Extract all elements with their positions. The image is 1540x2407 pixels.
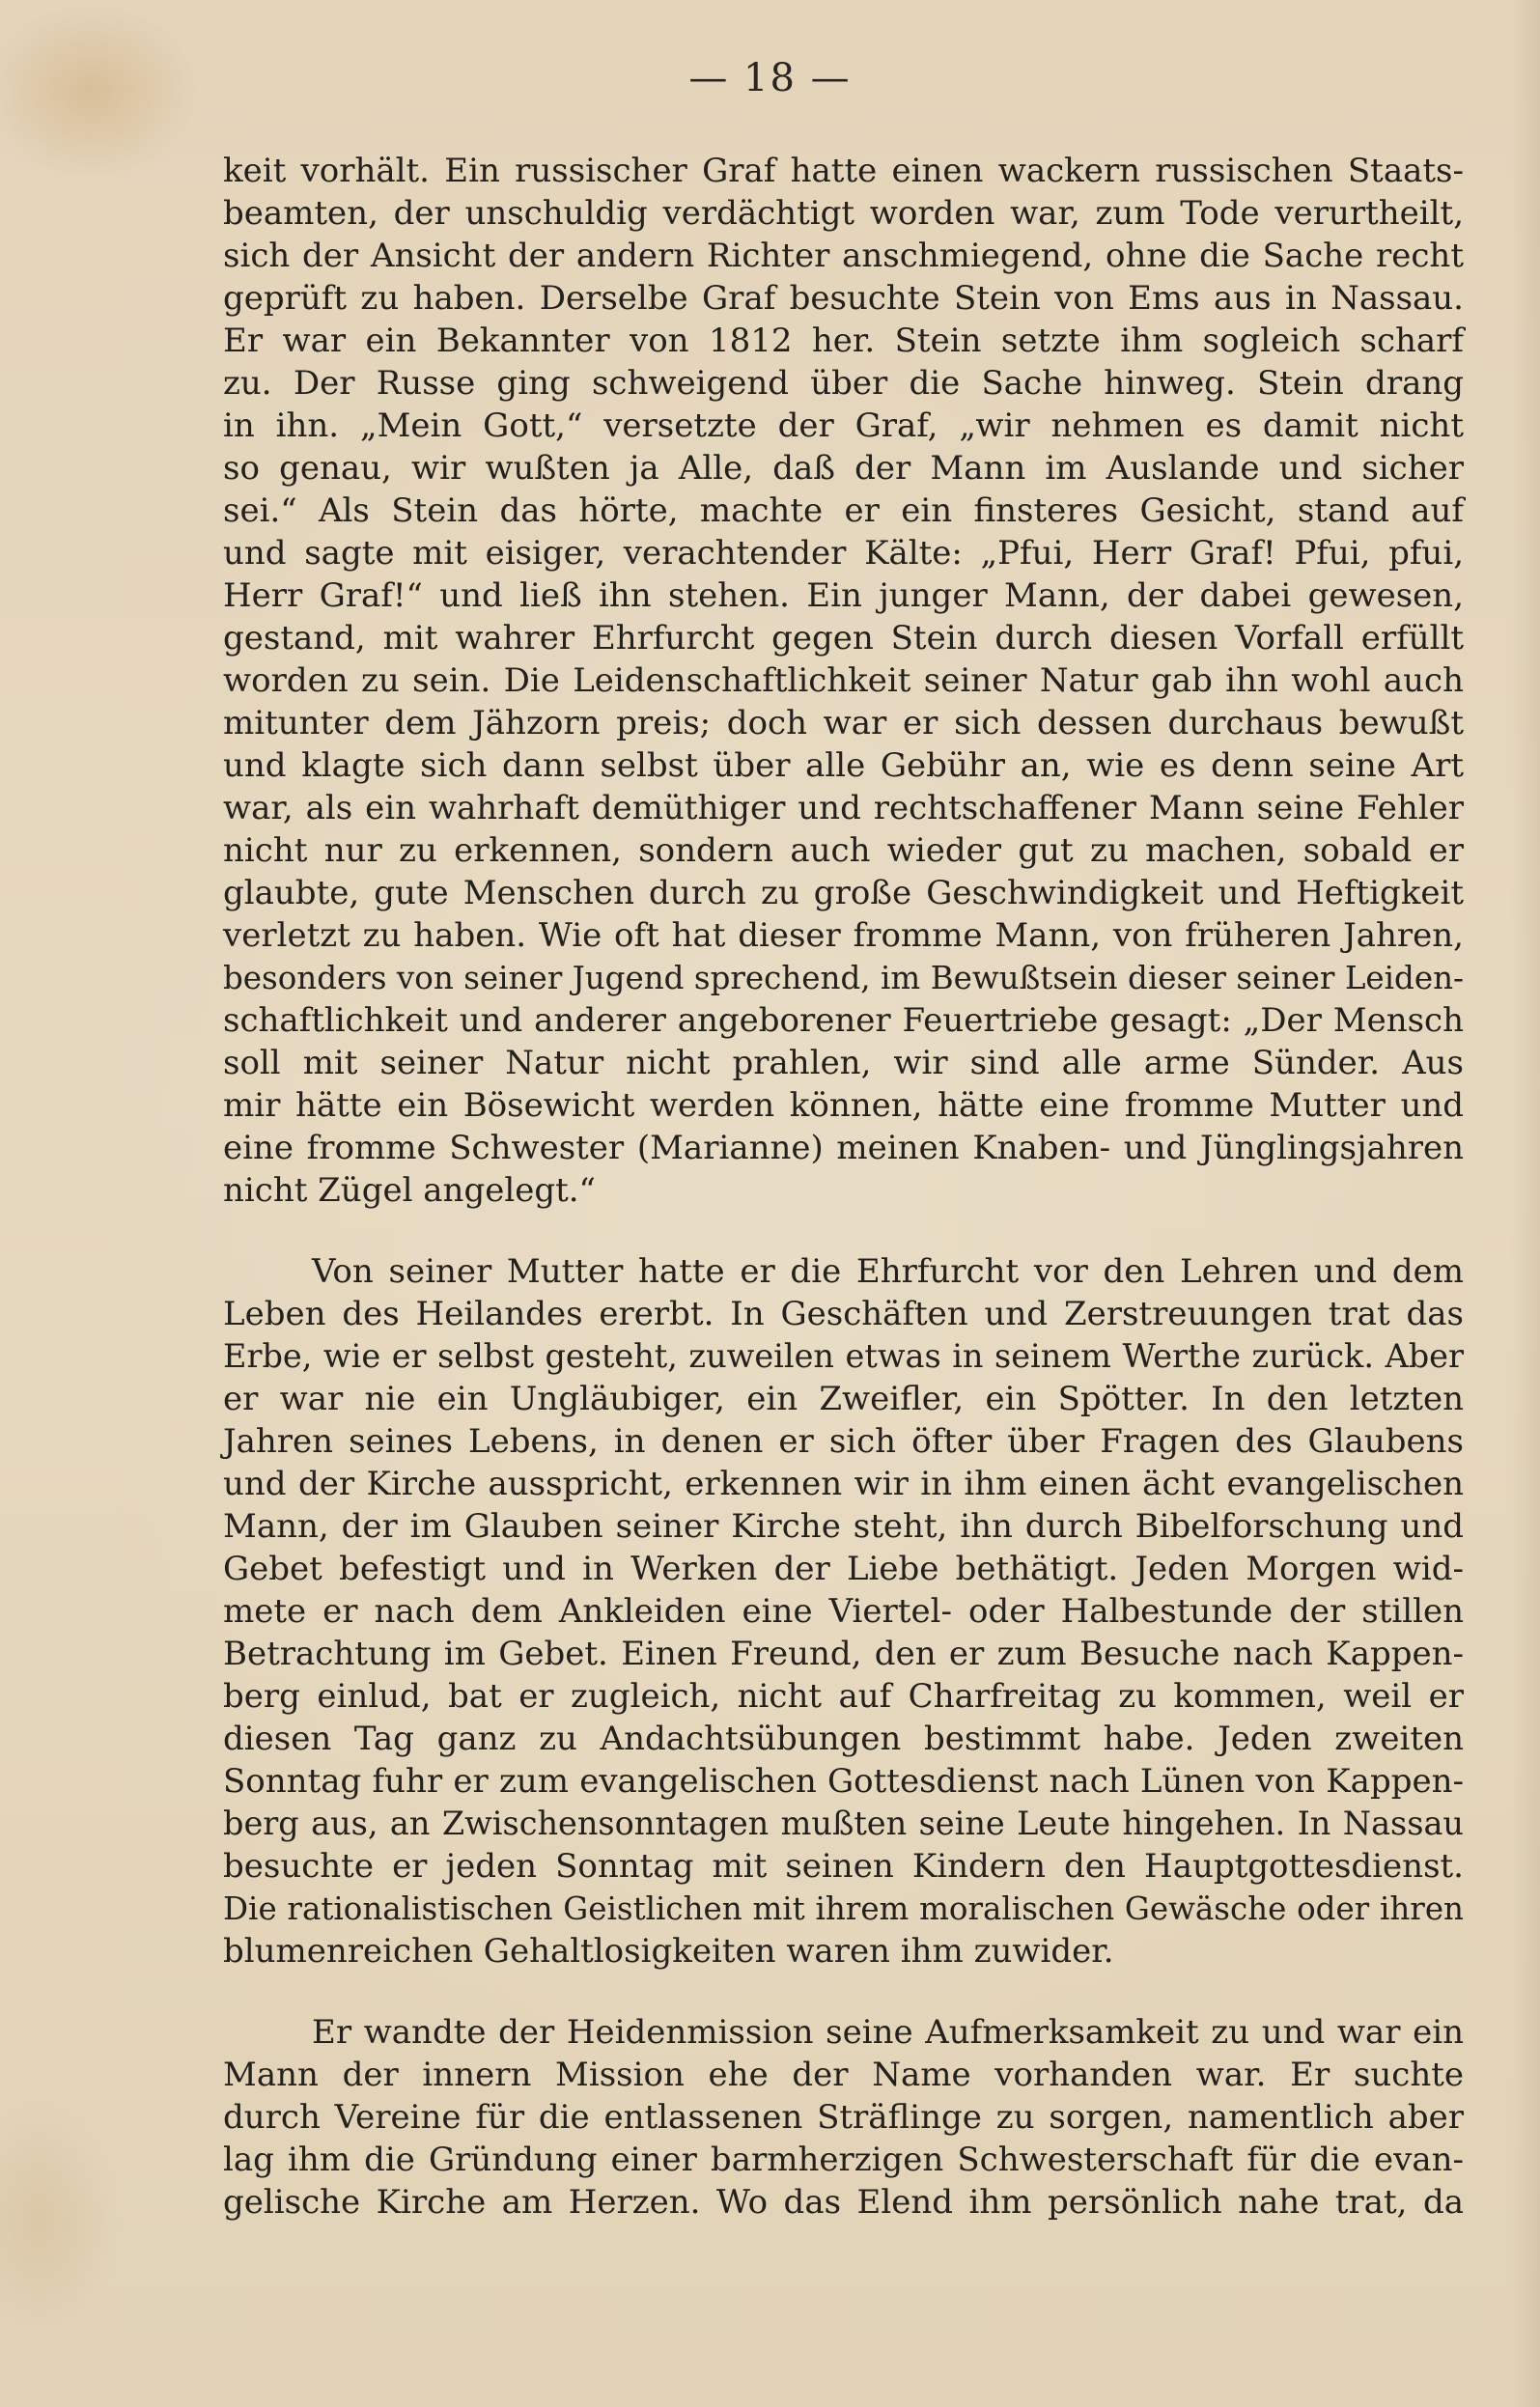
text-line: eine fromme Schwester (Marianne) meinen Knaben- und Jünglingsjahren bbox=[223, 1129, 1464, 1167]
text-line: mitunter dem Jähzorn preis; doch war er sich dessen durchaus bewußt bbox=[223, 704, 1464, 742]
text-line: Er wandte der Heidenmission seine Aufmerksamkeit zu und war ein bbox=[312, 2013, 1464, 2052]
text-line: gelische Kirche am Herzen. Wo das Elend ihm persönlich nahe trat, da bbox=[223, 2183, 1464, 2222]
text-line: Mann, der im Glauben seiner Kirche steht, ihn durch Bibelforschung und bbox=[223, 1507, 1464, 1546]
text-line: Erbe, wie er selbst gesteht, zuweilen etwas in seinem Werthe zurück. Aber bbox=[223, 1337, 1464, 1375]
text-line: Jahren seines Lebens, in denen er sich öfter über Fragen des Glaubens bbox=[223, 1422, 1464, 1461]
text-line: berg einlud, bat er zugleich, nicht auf Charfreitag zu kommen, weil er bbox=[223, 1677, 1464, 1716]
text-line: so genau, wir wußten ja Alle, daß der Mann im Auslande und sicher bbox=[223, 449, 1464, 488]
text-line: Herr Graf!“ und ließ ihn stehen. Ein junger Mann, der dabei gewesen, bbox=[223, 576, 1464, 615]
paragraph-1 bbox=[223, 150, 1464, 1212]
text-line: lag ihm die Gründung einer barmherzigen Schwesterschaft für die evan- bbox=[223, 2141, 1464, 2179]
text-line: geprüft zu haben. Derselbe Graf besuchte Stein von Ems aus in Nassau. bbox=[223, 279, 1464, 318]
text-line: war, als ein wahrhaft demüthiger und rechtschaffener Mann seine Fehler bbox=[223, 789, 1464, 827]
text-line: berg aus, an Zwischensonntagen mußten seine Leute hingehen. In Nassau bbox=[223, 1805, 1464, 1842]
text-line: sei.“ Als Stein das hörte, machte er ein finsteres Gesicht, stand auf bbox=[223, 491, 1464, 530]
text-line: blumenreichen Gehaltlosigkeiten waren ihm zuwider. bbox=[223, 1932, 1114, 1971]
text-line: mete er nach dem Ankleiden eine Viertel- oder Halbestunde der stillen bbox=[223, 1592, 1464, 1631]
text-line: glaubte, gute Menschen durch zu große Geschwindigkeit und Heftigkeit bbox=[223, 874, 1464, 912]
text-line: Die rationalistischen Geistlichen mit ihrem moralischen Gewäsche oder ihren bbox=[223, 1890, 1464, 1927]
paragraph-2 bbox=[223, 1250, 1464, 1973]
text-line: und klagte sich dann selbst über alle Gebühr an, wie es denn seine Art bbox=[223, 746, 1464, 785]
text-line: beamten, der unschuldig verdächtigt worden war, zum Tode verurtheilt, bbox=[223, 194, 1464, 233]
text-line: und der Kirche ausspricht, erkennen wir in ihm einen ächt evangelischen bbox=[223, 1465, 1464, 1503]
text-line: mir hätte ein Bösewicht werden können, hätte eine fromme Mutter und bbox=[223, 1086, 1464, 1125]
text-line: und sagte mit eisiger, verachtender Kälte: „Pfui, Herr Graf! Pfui, pfui, bbox=[223, 534, 1464, 573]
text-line: Betrachtung im Gebet. Einen Freund, den er zum Besuche nach Kappen- bbox=[223, 1635, 1464, 1673]
page-edge-shadow bbox=[1511, 0, 1540, 2407]
text-line: diesen Tag ganz zu Andachtsübungen bestimmt habe. Jeden zweiten bbox=[223, 1720, 1464, 1758]
text-line: gestand, mit wahrer Ehrfurcht gegen Stein durch diesen Vorfall erfüllt bbox=[223, 619, 1464, 658]
text-line: besonders von seiner Jugend sprechend, im Bewußtsein dieser seiner Leiden- bbox=[223, 960, 1464, 996]
text-line: worden zu sein. Die Leidenschaftlichkeit seiner Natur gab ihn wohl auch bbox=[223, 661, 1464, 700]
text-line: keit vorhält. Ein russischer Graf hatte einen wackern russischen Staats- bbox=[223, 152, 1464, 190]
text-line: verletzt zu haben. Wie oft hat dieser fromme Mann, von früheren Jahren, bbox=[223, 916, 1464, 955]
text-line: zu. Der Russe ging schweigend über die Sache hinweg. Stein drang bbox=[223, 364, 1464, 403]
text-line: Gebet befestigt und in Werken der Liebe bethätigt. Jeden Morgen wid- bbox=[223, 1550, 1464, 1588]
body-text bbox=[223, 150, 1464, 2224]
text-line: Sonntag fuhr er zum evangelischen Gottesdienst nach Lünen von Kappen- bbox=[223, 1762, 1464, 1801]
paragraph-3 bbox=[223, 2011, 1464, 2224]
text-line: sich der Ansicht der andern Richter anschmiegend, ohne die Sache recht bbox=[223, 237, 1464, 275]
text-line: schaftlichkeit und anderer angeborener Feuertriebe gesagt: „Der Mensch bbox=[223, 1001, 1464, 1040]
text-line: durch Vereine für die entlassenen Sträflinge zu sorgen, namentlich aber bbox=[223, 2098, 1464, 2137]
text-line: soll mit seiner Natur nicht prahlen, wir sind alle arme Sünder. Aus bbox=[223, 1044, 1464, 1082]
text-line: Leben des Heilandes ererbt. In Geschäften und Zerstreuungen trat das bbox=[223, 1295, 1464, 1333]
text-line: nicht nur zu erkennen, sondern auch wieder gut zu machen, sobald er bbox=[223, 831, 1464, 870]
text-line: in ihn. „Mein Gott,“ versetzte der Graf, „wir nehmen es damit nicht bbox=[223, 406, 1464, 445]
page-number: — 18 — bbox=[688, 56, 852, 100]
text-line: Er war ein Bekannter von 1812 her. Stein setzte ihm sogleich scharf bbox=[223, 322, 1464, 360]
text-line: er war nie ein Ungläubiger, ein Zweifler, ein Spötter. In den letzten bbox=[223, 1380, 1464, 1418]
text-line: besuchte er jeden Sonntag mit seinen Kindern den Hauptgottesdienst. bbox=[223, 1847, 1464, 1886]
text-line: Von seiner Mutter hatte er die Ehrfurcht vor den Lehren und dem bbox=[312, 1252, 1464, 1291]
text-line: nicht Zügel angelegt.“ bbox=[223, 1171, 596, 1210]
text-line: Mann der innern Mission ehe der Name vorhanden war. Er suchte bbox=[223, 2056, 1464, 2094]
